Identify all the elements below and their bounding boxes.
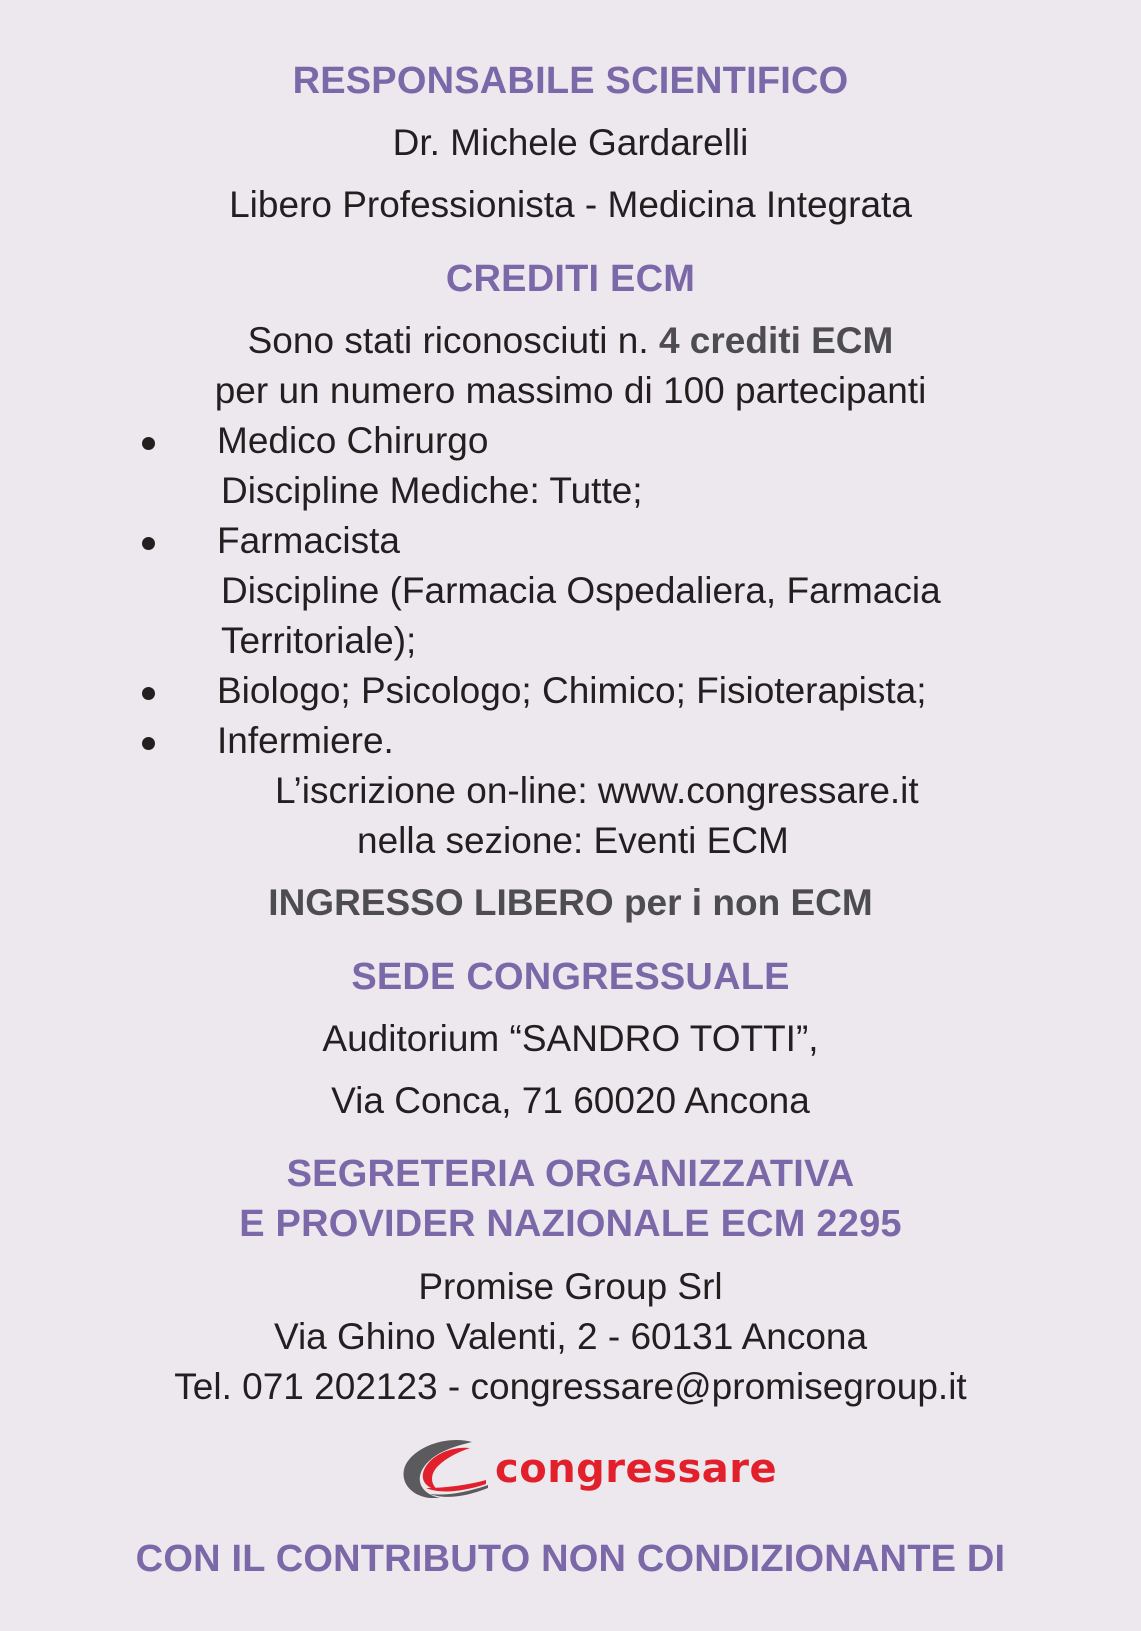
secretariat-address: Via Ghino Valenti, 2 - 60131 Ancona — [273, 1316, 868, 1357]
venue-address: Via Conca, 71 60020 Ancona — [331, 1080, 810, 1121]
congressare-logo — [400, 1434, 778, 1504]
bullet-icon — [138, 537, 158, 557]
secretariat-heading-1: SEGRETERIA ORGANIZZATIVA — [286, 1153, 855, 1195]
credits-count: 4 crediti ECM — [658, 320, 894, 361]
credits-heading: CREDITI ECM — [445, 258, 696, 300]
secretariat-heading-2: E PROVIDER NAZIONALE ECM 2295 — [239, 1203, 902, 1245]
secretariat-company: Promise Group Srl — [418, 1266, 723, 1307]
credits-line1-prefix: Sono stati riconosciuti n. — [247, 320, 659, 361]
scientific-name: Dr. Michele Gardarelli — [392, 122, 749, 163]
list-item: Biologo; Psicologo; Chimico; Fisioterapista; — [217, 670, 927, 711]
list-item: Infermiere. — [217, 720, 394, 761]
list-item-sub: Discipline (Farmacia Ospedaliera, Farmacia — [221, 570, 941, 611]
swoosh-logo-icon — [400, 1434, 492, 1504]
credits-line1 — [0, 320, 1141, 362]
venue-heading: SEDE CONGRESSUALE — [351, 956, 790, 998]
registration-link[interactable]: L’iscrizione on-line: www.congressare.it — [275, 770, 919, 811]
scientific-heading: RESPONSABILE SCIENTIFICO — [292, 60, 849, 102]
list-item: Medico Chirurgo — [217, 420, 489, 461]
bullet-icon — [138, 687, 158, 707]
secretariat-contact[interactable]: Tel. 071 202123 - congressare@promisegroup.it — [174, 1366, 967, 1407]
registration-section: nella sezione: Eventi ECM — [357, 820, 789, 861]
bullet-icon — [138, 437, 158, 457]
list-item-sub: Discipline Mediche: Tutte; — [221, 470, 643, 511]
venue-name: Auditorium “SANDRO TOTTI”, — [322, 1018, 819, 1059]
list-item-sub: Territoriale); — [221, 620, 417, 661]
bullet-icon — [138, 737, 158, 757]
scientific-role: Libero Professionista - Medicina Integrata — [229, 184, 912, 225]
free-entry-note: INGRESSO LIBERO per i non ECM — [268, 882, 873, 923]
list-item: Farmacista — [217, 520, 400, 561]
footer-contribution: CON IL CONTRIBUTO NON CONDIZIONANTE DI — [135, 1538, 1006, 1580]
logo-wordmark: congressare — [495, 1446, 778, 1492]
credits-line2: per un numero massimo di 100 partecipanti — [214, 370, 927, 411]
